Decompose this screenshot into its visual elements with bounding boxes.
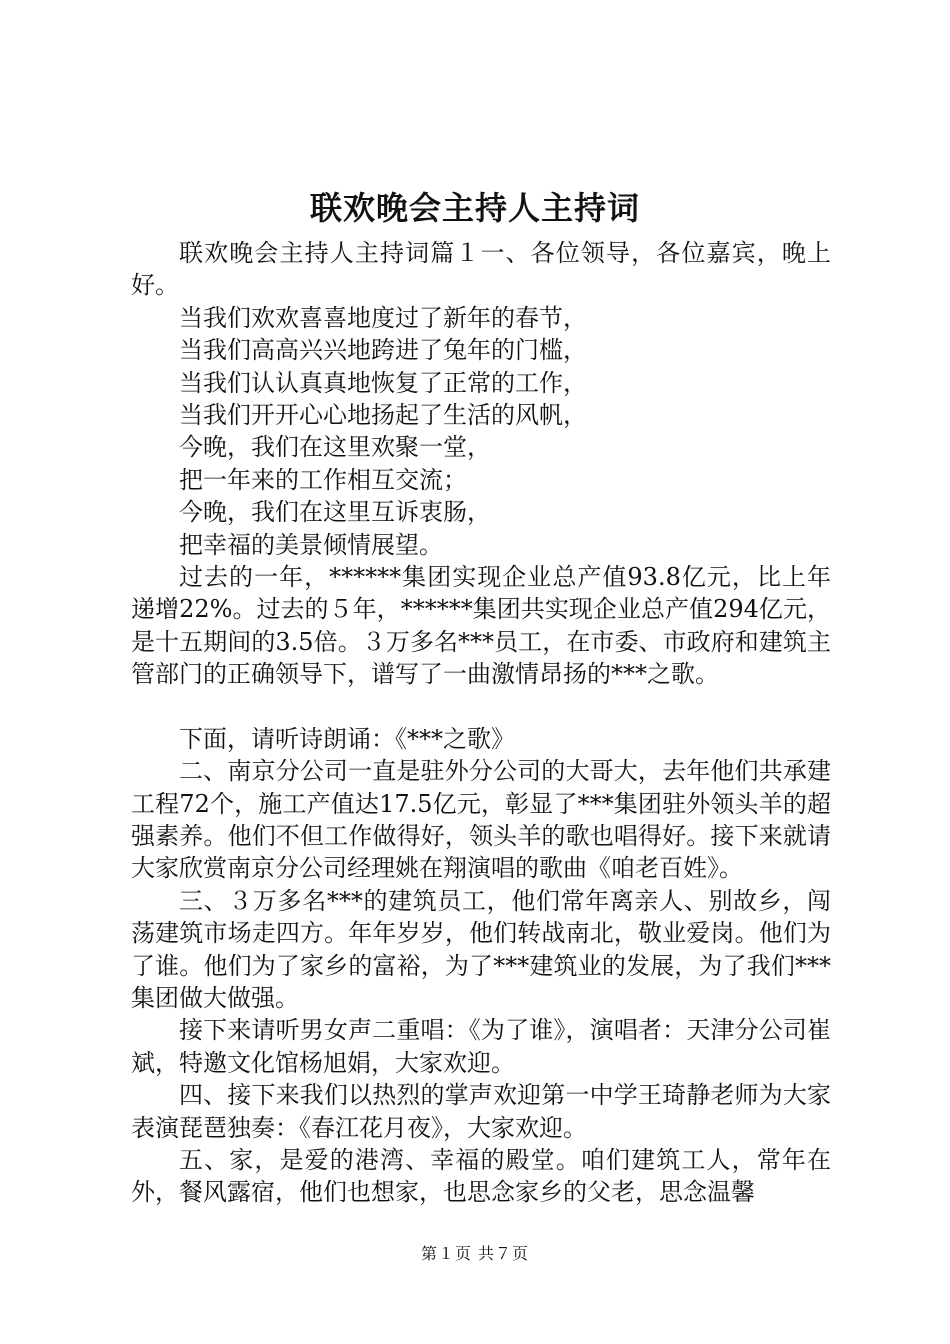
paragraph-verse-2: 当我们高高兴兴地跨进了兔年的门槛，: [179, 336, 587, 365]
paragraph-verse-5: 今晚，我们在这里欢聚一堂，: [179, 433, 491, 462]
document-body: [131, 237, 831, 1209]
paragraph-verse-6: 把一年来的工作相互交流；: [179, 465, 467, 494]
paragraph-section-5: 五、家，是爱的港湾、幸福的殿堂。咱们建筑工人，常年在外，餐风露宿，他们也想家，也思念家乡的父老，思念温馨: [131, 1145, 831, 1207]
paragraph-poem-intro: 下面，请听诗朗诵：《***之歌》: [179, 724, 515, 753]
paragraph-section-2: 二、南京分公司一直是驻外分公司的大哥大，去年他们共承建工程72个，施工产值达17.5亿元，彰显了***集团驻外领头羊的超强素养。他们不但工作做得好，领头羊的歌也唱得好。接下来就请大家欣赏南京分公司经理姚在翔演唱的歌曲《咱老百姓》。: [131, 757, 831, 883]
paragraph-verse-1: 当我们欢欢喜喜地度过了新年的春节，: [179, 303, 587, 332]
paragraph-section-3: 三、３万多名***的建筑员工，他们常年离亲人、别故乡，闯荡建筑市场走四方。年年岁岁，他们转战南北，敬业爱岗。他们为了谁。他们为了家乡的富裕，为了***建筑业的发展，为了我们***集团做大做强。: [131, 886, 831, 1012]
paragraph-verse-7: 今晚，我们在这里互诉衷肠，: [179, 498, 491, 527]
blank-line: [131, 691, 831, 723]
paragraph-verse-3: 当我们认认真真地恢复了正常的工作，: [179, 368, 587, 397]
paragraph-verse-8: 把幸福的美景倾情展望。: [179, 530, 443, 559]
paragraph-section-4: 四、接下来我们以热烈的掌声欢迎第一中学王琦静老师为大家表演琵琶独奏：《春江花月夜》，大家欢迎。: [131, 1081, 831, 1142]
paragraph-verse-4: 当我们开开心心地扬起了生活的风帆，: [179, 401, 587, 430]
page-number-footer: 第１页 共７页: [420, 1244, 530, 1263]
paragraph-opening: 联欢晚会主持人主持词篇１一、各位领导，各位嘉宾，晚上好。: [131, 239, 831, 300]
paragraph-duet-intro: 接下来请听男女声二重唱：《为了谁》，演唱者：天津分公司崔斌，特邀文化馆杨旭娟，大家欢迎。: [131, 1016, 831, 1077]
paragraph-past-year: 过去的一年，******集团实现企业总产值93.8亿元，比上年递增22%。过去的５年，******集团共实现企业总产值294亿元，是十五期间的3.5倍。３万多名***员工，在市委、市政府和建筑主管部门的正确领导下，谱写了一曲激情昂扬的***之歌。: [131, 563, 831, 689]
page-title: 联欢晚会主持人主持词: [309, 189, 640, 227]
